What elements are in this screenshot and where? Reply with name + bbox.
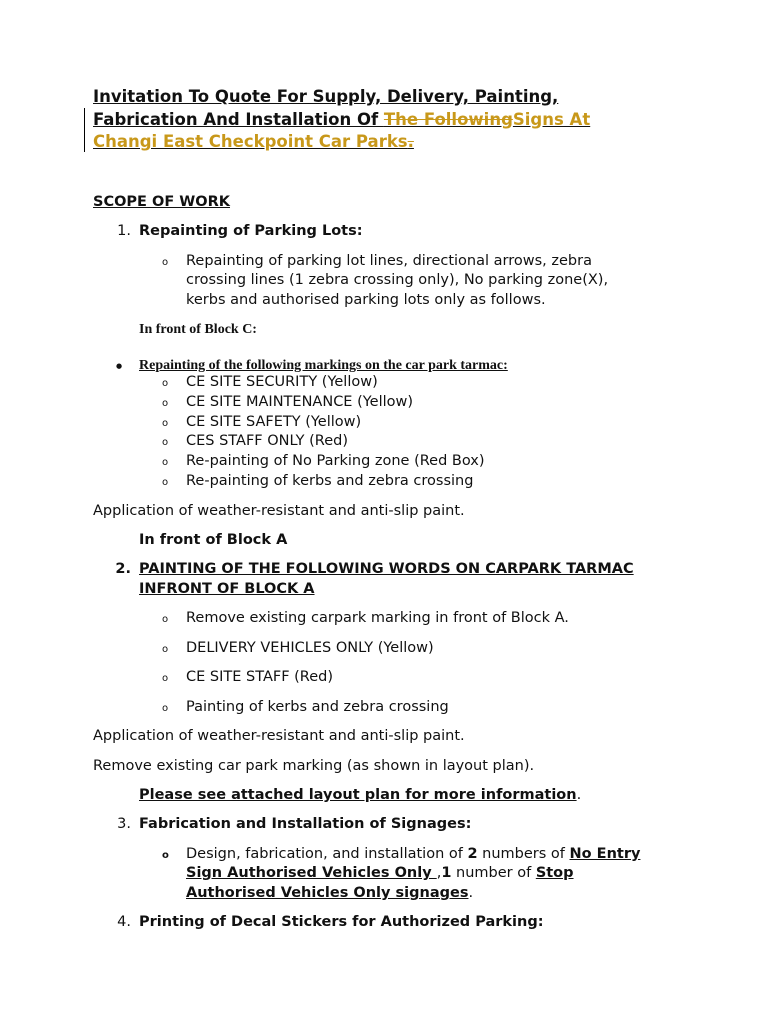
see-attached-period: .: [576, 787, 582, 803]
circle-bullet-icon: [162, 253, 170, 261]
change-bar: [84, 108, 85, 152]
title-inserted-text: Signs At: [512, 109, 591, 129]
item-3-text: ,: [436, 865, 442, 881]
paint-note: Application of weather-resistant and anti-slip paint.: [93, 728, 465, 744]
item-3-text: .: [468, 885, 474, 901]
item-3-sign-name: Authorised Vehicles Only signages: [186, 885, 469, 901]
marking-item: CE SITE MAINTENANCE (Yellow): [186, 394, 414, 410]
circle-bullet-icon: [162, 610, 170, 618]
item-3-desc-line: [186, 884, 473, 904]
see-attached-note: [139, 786, 581, 806]
marking-item: Re-painting of kerbs and zebra crossing: [186, 473, 474, 489]
title-line-3: [93, 131, 683, 154]
marking-item: Re-painting of No Parking zone (Red Box): [186, 453, 485, 469]
block-a-label: In front of Block A: [139, 532, 288, 548]
marking-item: CES STAFF ONLY (Red): [186, 433, 348, 449]
circle-bullet-icon: [162, 433, 170, 441]
title-line-2: [93, 109, 683, 132]
item-2-bullet: Painting of kerbs and zebra crossing: [186, 699, 449, 715]
item-3-count: 1: [441, 865, 452, 881]
item-3-heading: Fabrication and Installation of Signages:: [139, 816, 472, 832]
title-line-2-prefix: Fabrication And Installation Of: [93, 109, 384, 129]
item-1-desc-line: crossing lines (1 zebra crossing only), No parking zone(X),: [186, 272, 609, 288]
item-3-sign-name: No Entry: [569, 846, 641, 862]
circle-bullet-icon: [162, 699, 170, 707]
title-inserted-text-2: Changi East Checkpoint Car Parks: [93, 132, 408, 151]
item-4-number: 4.: [117, 914, 131, 930]
item-4-heading: Printing of Decal Stickers for Authorized Parking:: [139, 914, 544, 930]
circle-bullet-icon: [162, 394, 170, 402]
item-1-desc-line: kerbs and authorised parking lots only as follows.: [186, 292, 546, 308]
item-3-desc-line: [186, 845, 640, 865]
circle-bullet-icon: [162, 846, 170, 854]
see-attached-text: Please see attached layout plan for more information: [139, 787, 577, 803]
marking-item: CE SITE SECURITY (Yellow): [186, 374, 378, 390]
markings-heading: Repainting of the following markings on the car park tarmac:: [139, 358, 508, 373]
item-2-bullet: DELIVERY VEHICLES ONLY (Yellow): [186, 640, 434, 656]
item-2-heading-line: PAINTING OF THE FOLLOWING WORDS ON CARPARK TARMAC: [139, 561, 634, 577]
item-2-number: 2.: [115, 561, 131, 577]
circle-bullet-icon: [162, 453, 170, 461]
circle-bullet-icon: [162, 374, 170, 382]
circle-bullet-icon: [162, 414, 170, 422]
item-2-bullet: Remove existing carpark marking in front of Block A.: [186, 610, 569, 626]
disc-bullet-icon: [116, 356, 122, 377]
item-1-desc-line: Repainting of parking lot lines, directional arrows, zebra: [186, 253, 592, 269]
block-c-label: In front of Block C:: [139, 322, 257, 337]
item-1-number: 1.: [117, 223, 131, 239]
item-3-desc-line: [186, 864, 574, 884]
item-3-sign-name: Stop: [535, 865, 574, 881]
item-1-heading: Repainting of Parking Lots:: [139, 223, 363, 239]
remove-note: Remove existing car park marking (as shown in layout plan).: [93, 758, 535, 774]
title-deleted-text: The Following: [383, 109, 513, 129]
marking-item: CE SITE SAFETY (Yellow): [186, 414, 362, 430]
circle-bullet-icon: [162, 669, 170, 677]
scope-heading: SCOPE OF WORK: [93, 194, 230, 210]
item-3-number: 3.: [117, 816, 131, 832]
document-title: [93, 86, 683, 154]
item-3-count: 2: [467, 846, 478, 862]
title-line-1: Invitation To Quote For Supply, Delivery, Painting,: [93, 87, 559, 106]
item-3-text: Design, fabrication, and installation of: [186, 846, 468, 862]
item-3-text: number of: [451, 865, 536, 881]
title-deleted-period: .: [407, 132, 414, 151]
item-3-text: numbers of: [477, 846, 570, 862]
item-3-sign-name: Sign Authorised Vehicles Only: [186, 865, 437, 881]
item-2-bullet: CE SITE STAFF (Red): [186, 669, 334, 685]
circle-bullet-icon: [162, 473, 170, 481]
item-2-heading-line: INFRONT OF BLOCK A: [139, 581, 315, 597]
paint-note: Application of weather-resistant and anti-slip paint.: [93, 503, 465, 519]
circle-bullet-icon: [162, 640, 170, 648]
